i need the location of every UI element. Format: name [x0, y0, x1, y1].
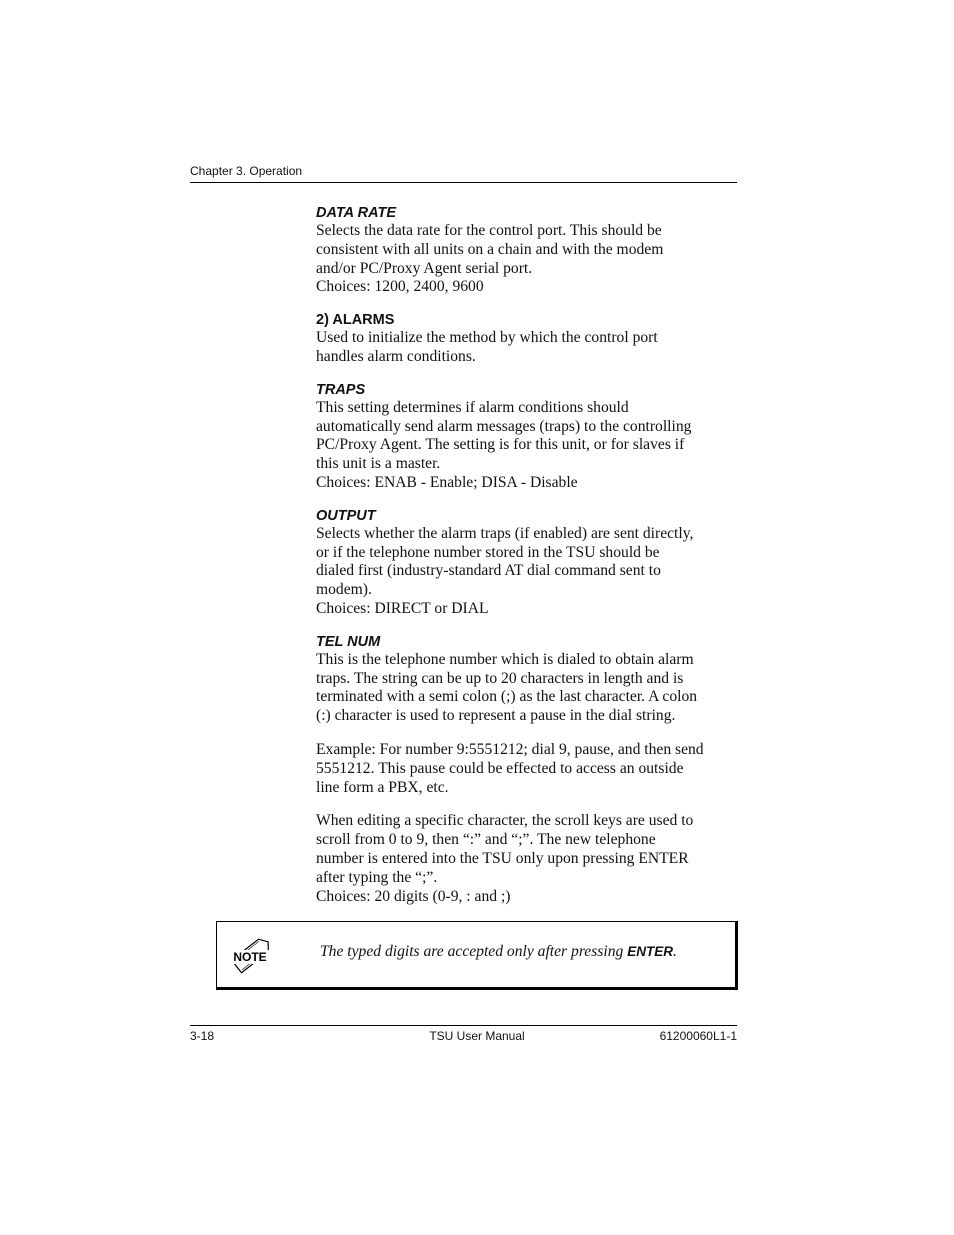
paragraph: [316, 651, 738, 726]
note-text: [320, 943, 677, 961]
text-line: Choices: 1200, 2400, 9600: [316, 278, 484, 296]
section-tel-num: [316, 634, 738, 907]
paragraph: [316, 741, 738, 797]
text-line: Choices: ENAB - Enable; DISA - Disable: [316, 473, 578, 491]
section-alarms: [316, 312, 738, 367]
section-title: DATA RATE: [316, 205, 397, 221]
text-line: modem).: [316, 581, 372, 599]
text-line: Used to initialize the method by which the control port: [316, 329, 658, 347]
text-line: (:) character is used to represent a pause in the dial string.: [316, 707, 676, 725]
section-data-rate: [316, 205, 738, 297]
paragraph: [316, 525, 738, 619]
manual-title: TSU User Manual: [429, 1029, 525, 1043]
body-content: [316, 205, 738, 906]
chapter-title: Chapter 3. Operation: [190, 164, 303, 178]
text-line: Choices: DIRECT or DIAL: [316, 599, 489, 617]
text-line: automatically send alarm messages (traps) to the controlling: [316, 417, 692, 435]
section-title: 2) ALARMS: [316, 312, 395, 329]
paragraph: [316, 812, 738, 906]
text-line: number is entered into the TSU only upon pressing ENTER: [316, 849, 689, 867]
text-line: terminated with a semi colon (;) as the last character. A colon: [316, 688, 698, 706]
text-line: This is the telephone number which is dialed to obtain alarm: [316, 650, 694, 668]
text-line: and/or PC/Proxy Agent serial port.: [316, 259, 533, 277]
page-number: 3-18: [190, 1029, 215, 1043]
paragraph: [316, 222, 738, 297]
text-line: dialed first (industry-standard AT dial command sent to: [316, 562, 661, 580]
header-rule: [190, 182, 737, 183]
section-output: [316, 508, 738, 619]
section-title: TEL NUM: [316, 633, 381, 650]
text-line: handles alarm conditions.: [316, 347, 476, 365]
text-line: Choices: 20 digits (0-9, : and ;): [316, 887, 511, 905]
text-line: This setting determines if alarm conditions should: [316, 398, 629, 416]
text-line: after typing the “;”.: [316, 868, 438, 886]
text-line: traps. The string can be up to 20 characters in length and is: [316, 669, 684, 687]
text-line: consistent with all units on a chain and with the modem: [316, 240, 664, 258]
note-icon-label: NOTE: [233, 950, 267, 964]
note-box: [216, 921, 738, 990]
note-icon: [227, 936, 273, 976]
text-line: scroll from 0 to 9, then “:” and “;”. The new telephone: [316, 831, 656, 849]
text-line: Example: For number 9:5551212; dial 9, pause, and then send: [316, 740, 704, 758]
paragraph: [316, 329, 738, 367]
text-line: this unit is a master.: [316, 455, 441, 473]
doc-number: 61200060L1-1: [659, 1029, 737, 1043]
section-traps: [316, 382, 738, 493]
section-title: TRAPS: [316, 381, 366, 398]
footer-rule: [190, 1025, 737, 1026]
text-line: or if the telephone number stored in the TSU should be: [316, 543, 660, 561]
text-line: When editing a specific character, the scroll keys are used to: [316, 812, 694, 830]
text-line: Selects the data rate for the control port. This should be: [316, 222, 662, 239]
note-text-end: .: [672, 943, 677, 960]
paragraph: [316, 399, 738, 493]
text-line: PC/Proxy Agent. The setting is for this unit, or for slaves if: [316, 436, 685, 454]
text-line: 5551212. This pause could be effected to access an outside: [316, 759, 684, 777]
text-line: Selects whether the alarm traps (if enabled) are sent directly,: [316, 524, 694, 542]
section-title: OUTPUT: [316, 507, 376, 524]
note-text-main: The typed digits are accepted only after pressing: [320, 943, 628, 960]
text-line: line form a PBX, etc.: [316, 778, 449, 796]
note-enter-key: ENTER: [627, 944, 673, 959]
